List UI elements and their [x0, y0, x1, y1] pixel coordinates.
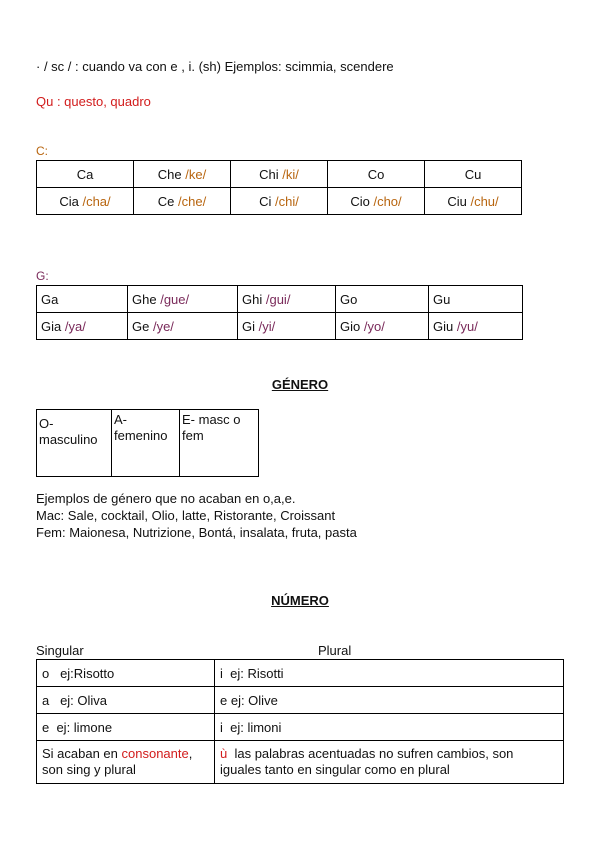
table-row — [37, 714, 564, 741]
c-cell: Chi /ki/ — [231, 161, 328, 188]
c-cell: Co — [328, 161, 425, 188]
gender-cell-feminine: A-femenino — [112, 410, 180, 477]
g-row-1 — [37, 286, 523, 313]
g-cell: Giu /yu/ — [429, 313, 523, 340]
genero-title: GÉNERO — [271, 377, 329, 392]
c-cell: Cia /cha/ — [37, 188, 134, 215]
plural-cell: i ej: limoni — [215, 714, 564, 741]
c-cell: Ce /che/ — [134, 188, 231, 215]
plural-cell: e ej: Olive — [215, 687, 564, 714]
qu-rule-line: Qu : questo, quadro — [36, 94, 151, 109]
gender-table — [36, 409, 259, 477]
gender-cell-masculine: O-masculino — [37, 410, 112, 477]
c-cell: Ca — [37, 161, 134, 188]
plural-header: Plural — [318, 643, 352, 658]
table-row — [37, 660, 564, 687]
singular-cell: e ej: limone — [37, 714, 215, 741]
c-cell: Cio /cho/ — [328, 188, 425, 215]
sc-rule-line: · / sc / : cuando va con e , i. (sh) Ejemplos: scimmia, scendere — [36, 59, 394, 74]
g-cell: Go — [336, 286, 429, 313]
gender-examples-intro: Ejemplos de género que no acaban en o,a,e. — [36, 491, 296, 506]
number-table — [36, 659, 564, 784]
g-section-label: G: — [36, 269, 49, 283]
c-row-1 — [37, 161, 522, 188]
plural-cell: i ej: Risotti — [215, 660, 564, 687]
g-cell: Gia /ya/ — [37, 313, 128, 340]
g-cell: Ghi /gui/ — [238, 286, 336, 313]
g-row-2 — [37, 313, 523, 340]
g-cell: Ga — [37, 286, 128, 313]
singular-header: Singular — [36, 643, 84, 658]
c-cell: Ci /chi/ — [231, 188, 328, 215]
g-cell: Ge /ye/ — [128, 313, 238, 340]
gender-examples-masc: Mac: Sale, cocktail, Olio, latte, Ristorante, Croissant — [36, 508, 336, 523]
g-cell: Ghe /gue/ — [128, 286, 238, 313]
gender-examples — [36, 490, 357, 541]
singular-cell: a ej: Oliva — [37, 687, 215, 714]
c-section-label: C: — [36, 144, 48, 158]
c-cell: Cu — [425, 161, 522, 188]
gender-cell-either: E- masc o fem — [180, 410, 259, 477]
table-row — [37, 741, 564, 784]
c-cell: Che /ke/ — [134, 161, 231, 188]
g-cell: Gu — [429, 286, 523, 313]
plural-cell: ù las palabras acentuadas no sufren cambios, son iguales tanto en singular como en plural — [215, 741, 564, 784]
c-cell: Ciu /chu/ — [425, 188, 522, 215]
c-row-2 — [37, 188, 522, 215]
g-sounds-table — [36, 285, 523, 340]
singular-cell: Si acaban en consonante, son sing y plural — [37, 741, 215, 784]
table-row — [37, 687, 564, 714]
gender-examples-fem: Fem: Maionesa, Nutrizione, Bontá, insalata, fruta, pasta — [36, 525, 357, 540]
g-cell: Gio /yo/ — [336, 313, 429, 340]
singular-cell: o ej:Risotto — [37, 660, 215, 687]
numero-title: NÚMERO — [271, 593, 329, 608]
g-cell: Gi /yi/ — [238, 313, 336, 340]
c-sounds-table — [36, 160, 522, 215]
